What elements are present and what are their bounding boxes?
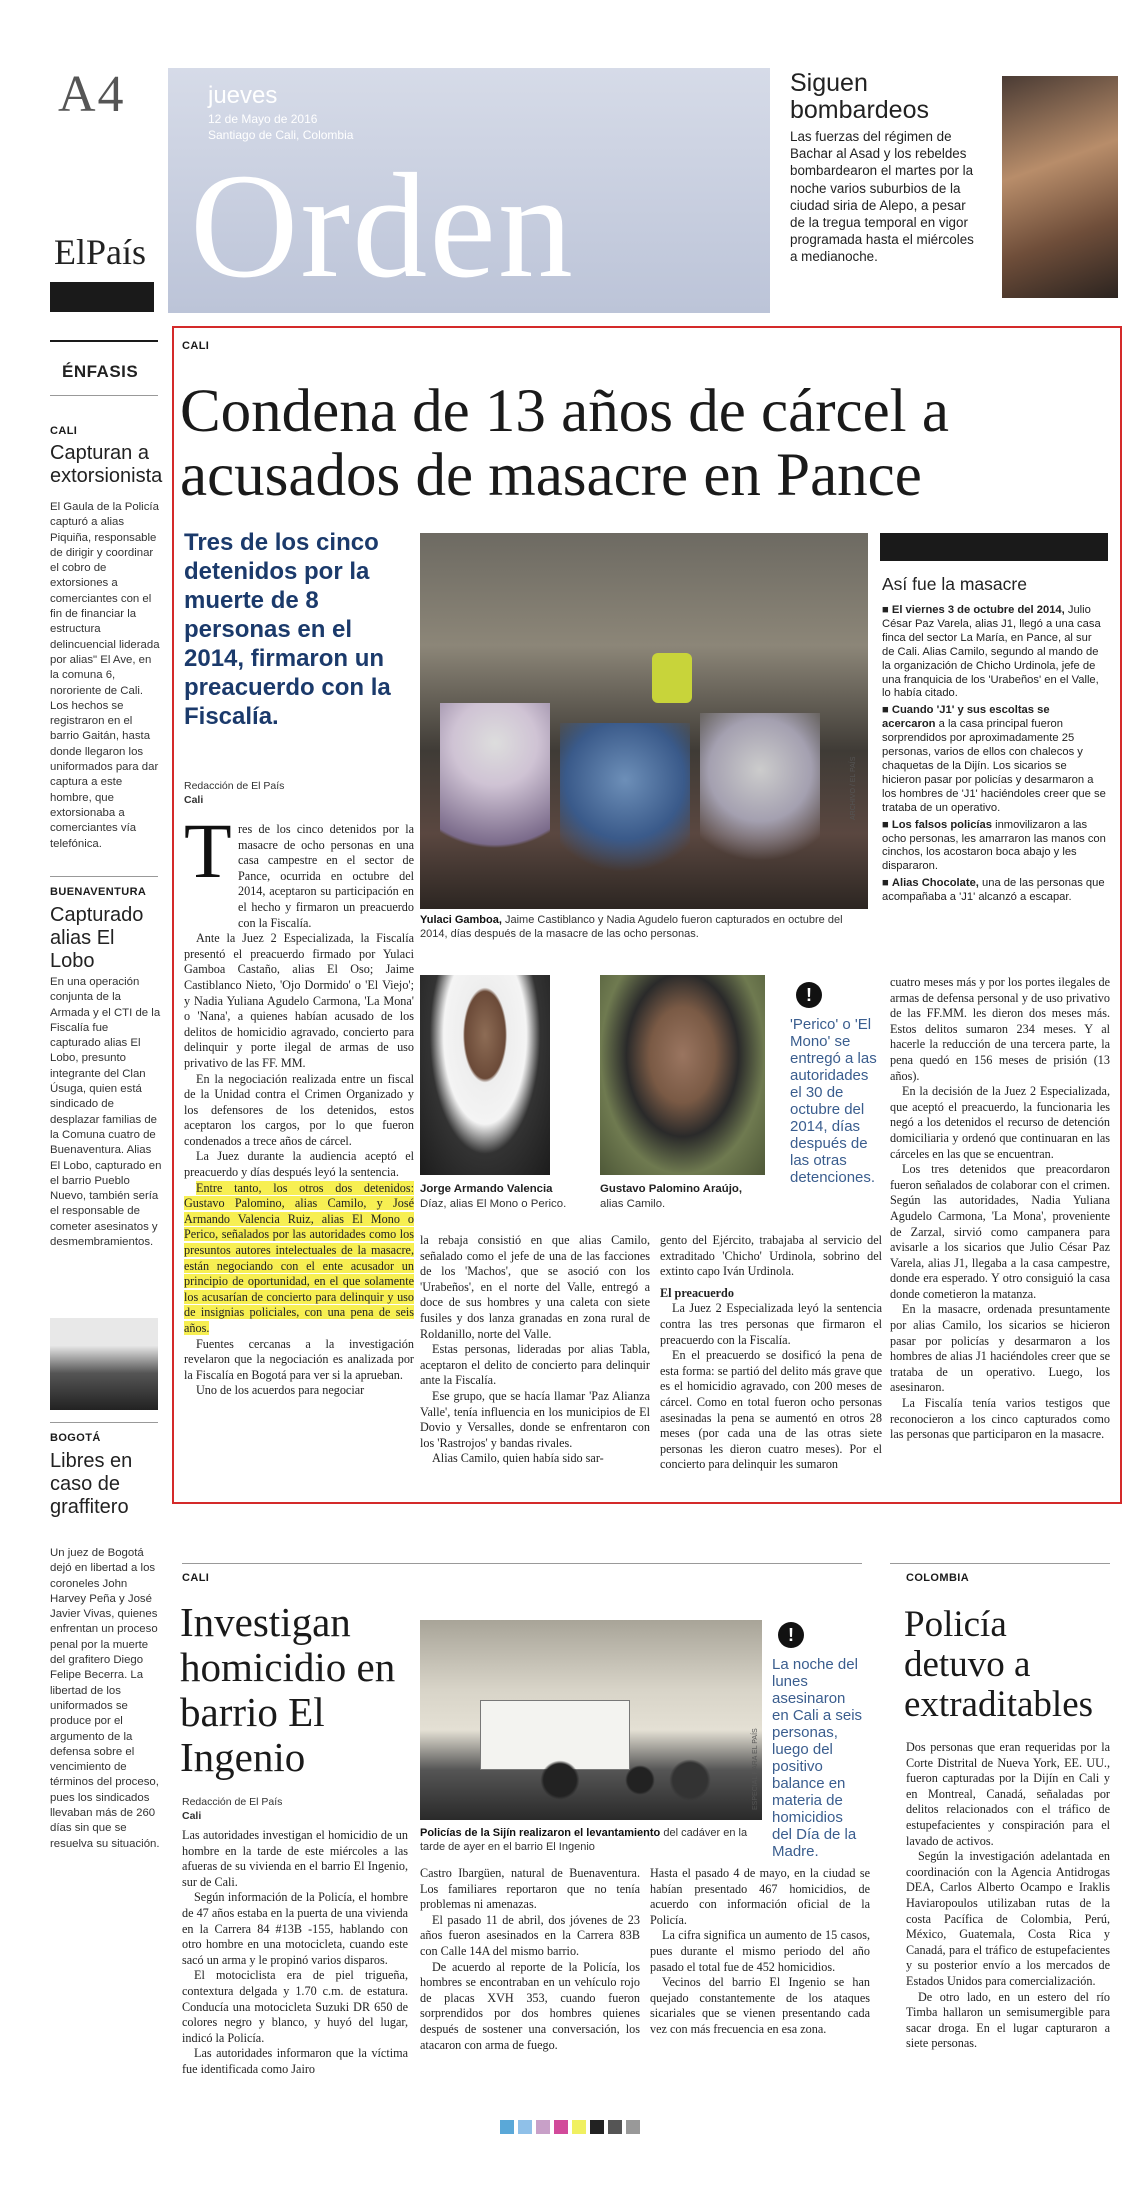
mugshot-name: Gustavo Palomino Araújo, [600, 1183, 742, 1195]
paragraph: En el preacuerdo se dosificó la pena de esta forma: se partió del delito más grave que es el homicidio agravado, con 200 meses de cárcel. Como en total fueron ocho personas asesinadas la pena se aumentó en otros 28 meses (por cada una de las otras siete personas les dieron cuatro meses). Por el concierto para delinquir les sumaron [660, 1348, 882, 1472]
teaser-body: Las fuerzas del régimen de Bachar al Asad y los rebeldes bombardearon el martes por la noche varios suburbios de la ciudad siria de Alepo, a pesar de la tregua temporal en vigor programada hasta el miércoles a medianoche. [790, 129, 974, 265]
ingenio-byline: Redacción de El País [182, 1796, 283, 1808]
main-col-1 [184, 822, 414, 1498]
sidebar-body: El Gaula de la Policía capturó a alias Piquiña, responsable de dirigir y coordinar el cobro de extorsiones a comerciantes con el fin de financiar la estructura delincuencial liderada por alias" El Ave, en la comuna 6, nororiente de Cali. Los hechos se registraron en el barrio Gaitán, hasta donde llegaron los uniformados para dar captura a este hombre, que extorsionaba a comerciantes vía telefónica. [50, 501, 160, 850]
paragraph: De acuerdo al reporte de la Policía, los hombres se encontraban en un vehículo rojo de placas XVH 353, cuando fueron sorprendidos por dos hombres quienes después de sostener una conversación, los atacaron con arma de fuego. [420, 1959, 640, 2052]
ingenio-col-3 [650, 1866, 870, 2093]
color-swatch [500, 2120, 514, 2134]
color-swatches [500, 2120, 640, 2134]
mugshot-palomino [600, 975, 765, 1175]
paragraph: Según la investigación adelantada en coordinación con la Agencia Antidrogas DEA, Carlos Alberto Ocampo e Iraklis Haviaropoulos utilizaban rutas de la costa Pacífica de Colombia, Perú, México, Guatemala, Costa Rica y Canadá, para el tráfico de estupefacientes y su posterior envío a los mercados de Estados Unidos para comercialización. [906, 1849, 1110, 1988]
paragraph: En la masacre, ordenada presuntamente por alias Camilo, los sicarios se hicieron pasar por policías y desarmaron a los hombres de alias J1 haciéndoles creer que se trataba de un operativo. Luego, los asesinaron. [890, 1302, 1110, 1395]
photo-figure [520, 1750, 720, 1810]
policia-top-rule [890, 1563, 1110, 1564]
ingenio-col-1 [182, 1828, 408, 2093]
sidebar-tag: BOGOTÁ [50, 1432, 101, 1444]
drop-cap: T [184, 807, 232, 894]
mugshot-name: Jorge Armando Valencia [420, 1183, 553, 1195]
box-list [882, 604, 1106, 905]
paragraph: La Juez 2 Especializada leyó la sentencia contra las tres personas que firmaron el preacuerdo con la Fiscalía. [660, 1301, 882, 1347]
main-byline-city: Cali [184, 794, 204, 806]
paragraph: Estas personas, lideradas por alias Tabla, aceptaron el delito de concierto para delinquir ante la Fiscalía. [420, 1342, 650, 1388]
teaser-title: Siguen bombardeos [790, 69, 929, 124]
ingenio-tag: CALI [182, 1572, 210, 1584]
caption-text: del cadáver en la tarde de ayer en el barrio El Ingenio [420, 1827, 748, 1853]
brand-bar [50, 282, 154, 312]
ingenio-photo-credit: ESPECIAL PARA EL PAÍS [752, 1728, 759, 1810]
main-col-2 [420, 1233, 650, 1498]
sidebar-title: Capturado alias El Lobo [50, 904, 144, 972]
color-swatch [572, 2120, 586, 2134]
paragraph: En la negociación realizada entre un fiscal de la Unidad contra el Crimen Organizado y los defensores de los detenidos, estos aceptaron los cargos, por lo que fueron condenados a trece años de cárcel. [184, 1071, 414, 1148]
policia-headline: Policía detuvo a extraditables [904, 1604, 1094, 1725]
sidebar-label: ÉNFASIS [62, 362, 139, 381]
color-swatch [608, 2120, 622, 2134]
color-swatch [536, 2120, 550, 2134]
paragraph: Las autoridades investigan el homicidio de un hombre en la tarde de este miércoles a las afueras de su vivienda en el barrio El Ingenio, sur de Cali. [182, 1828, 408, 1889]
box-title: Así fue la masacre [882, 574, 1027, 594]
color-swatch [518, 2120, 532, 2134]
paragraph: gento del Ejército, trabajaba al servicio del extraditado 'Chicho' Urdinola, sobrino del extinto capo Iván Urdinola. [660, 1233, 882, 1279]
brand-logo: ElPaís [54, 232, 147, 272]
caption-bold: Yulaci Gamboa, [420, 914, 502, 926]
main-callout: 'Perico' o 'El Mono' se entregó a las autoridades el 30 de octubre del 2014, días después de las otras detenciones. [790, 1016, 877, 1186]
ingenio-photo-caption [420, 1826, 762, 1854]
main-byline: Redacción de El País [184, 780, 285, 792]
ingenio-photo [420, 1620, 762, 1820]
color-swatch [626, 2120, 640, 2134]
paragraph: Fuentes cercanas a la investigación revelaron que la negociación es analizada por la Fiscalía en Bogotá para ver si la aprueban. [184, 1336, 414, 1382]
sidebar-title: Capturan a extorsionista [50, 442, 163, 487]
section-banner [168, 68, 770, 313]
sidebar-label-rule [50, 395, 158, 396]
sidebar-divider [50, 1422, 158, 1423]
mugshot-desc: alias Camilo. [600, 1198, 666, 1210]
photo-figure [560, 723, 690, 913]
lead-text: res de los cinco detenidos por la masacre de ocho personas en una casa campestre en el sector de Pance, ocurrida en octubre del 2014, aceptaron su participación en el hecho y firmaron un preacuerdo con la Fiscalía. [238, 822, 414, 930]
sidebar-top-rule [50, 340, 158, 342]
page-number: A4 [58, 66, 126, 123]
paragraph: Hasta el pasado 4 de mayo, en la ciudad se habían presentado 467 homicidios, de acuerdo con información oficial de la Policía. [650, 1866, 870, 1927]
sidebar-portrait [50, 1318, 158, 1410]
color-swatch [590, 2120, 604, 2134]
photo-figure [700, 713, 820, 903]
paragraph: Vecinos del barrio El Ingenio se han quejado constantemente de los ataques sicariales que se vienen presentando cada vez con más frecuencia en esa zona. [650, 1975, 870, 2036]
paragraph: la rebaja consistió en que alias Camilo, señalado como el jefe de una de las facciones de los 'Machos', que se asoció con los 'Urabeños', en el norte del Valle, entregó a doce de sus hombres y una caleta con siete fusiles y dos lanza granadas en zona rural de Roldanillo, norte del Valle. [420, 1233, 650, 1341]
alert-icon: ! [778, 1622, 804, 1648]
caption-bold: Policías de la Sijín realizaron el levantamiento [420, 1827, 661, 1839]
ingenio-col-2 [420, 1866, 640, 2093]
box-item: ■ Los falsos policías inmovilizaron a las ocho personas, les amarraron las manos con cinchos, los acostaron boca abajo y les dispararon. [882, 818, 1106, 873]
paragraph: Alias Camilo, quien había sido sar- [432, 1451, 604, 1466]
sidebar-tag: BUENAVENTURA [50, 886, 147, 898]
box-item: ■ Cuando 'J1' y sus escoltas se acercaron a la casa principal fueron sorprendidos por aproximadamente 25 personas, varios de ellos con chalecos y chaquetas de la Dijín. Los sicarios se hicieron pasar por policías y desarmaron a los hombres de 'J1' haciéndoles creer que se trataba de un operativo. [882, 704, 1106, 814]
sidebar-body: Un juez de Bogotá dejó en libertad a los coroneles John Harvey Peña y José Javier Vivas, quienes enfrentan un proceso penal por la muerte del grafitero Diego Felipe Becerra. La libertad de los uniformados se produce por el argumento de la defensa sobre el vencimiento de términos del proceso, pues los sindicados llevaban más de 260 días sin que se resuelva su situación. [50, 1547, 160, 1850]
box-item: ■ El viernes 3 de octubre del 2014, Julio César Paz Varela, alias J1, llegó a una casa finca del sector La María, en Pance, al sur de Cali. Alias Camilo, segundo al mando de la organización de Chicho Urdinola, jefe de una franquicia de los 'Urabeños' en el Valle, lo había citado. [882, 604, 1101, 700]
banner-place: Santiago de Cali, Colombia [208, 128, 354, 142]
sidebar-divider [50, 876, 158, 877]
ingenio-top-rule [182, 1563, 862, 1564]
section-title: Orden [190, 143, 575, 309]
photo-vest [652, 653, 692, 703]
paragraph: cuatro meses más y por los portes ilegales de armas de defensa personal y de uso privativo de las FF.MM. les dieron dos meses más. Estos delitos sumaron 234 meses. Y al hacerle la reducción de una tercera parte, la pena quedó en 156 meses de prisión (13 años). [890, 975, 1110, 1083]
main-col-3 [660, 1233, 882, 1498]
subhead: El preacuerdo [660, 1285, 734, 1300]
highlighted-paragraph: Entre tanto, los otros dos detenidos: Gustavo Palomino, alias Camilo, y José Armando Valencia Ruiz, alias El Mono o Perico, señalados por las autoridades como los presuntos autores intelectuales de la masacre, están negociando con el ente acusador un principio de oportunidad, en el que solamente los acusarían de concierto para delinquir y uso de insignias policiales, con una pena de seis años. [184, 1180, 414, 1335]
paragraph: Ese grupo, que se hacía llamar 'Paz Alianza Valle', tenía influencia en los municipios de El Dovio y Versalles, donde se enfrentaron con los 'Rastrojos' y bandas rivales. [420, 1388, 650, 1450]
paragraph: La cifra significa un aumento de 15 casos, pues durante el mismo periodo del año pasado el total fue de 452 homicidios. [650, 1928, 870, 1974]
main-photo-credit: ARCHIVO / EL PAÍS [850, 756, 857, 820]
mugshot-desc: Díaz, alias El Mono o Perico. [420, 1198, 567, 1210]
color-swatch [554, 2120, 568, 2134]
paragraph: Las autoridades informaron que la víctima fue identificada como Jairo [182, 2046, 408, 2076]
policia-tag: COLOMBIA [906, 1572, 970, 1584]
photo-figure [440, 703, 550, 903]
ingenio-headline: Investigan homicidio en barrio El Ingenio [180, 1599, 396, 1780]
main-deck: Tres de los cinco detenidos por la muerte de 8 personas en el 2014, firmaron un preacuerdo con la Fiscalía. [184, 529, 391, 730]
main-headline: Condena de 13 años de cárcel a acusados de masacre en Pance [180, 378, 949, 509]
box-item: ■ Alias Chocolate, una de las personas que acompañaba a 'J1' alcanzó a escapar. [882, 877, 1105, 904]
sidebar-body: En una operación conjunta de la Armada y el CTI de la Fiscalía fue capturado alias El Lobo, presunto integrante del Clan Úsuga, quien está sindicado de desplazar familias de la Comuna cuatro de Buenaventura. Alias El Lobo, capturado en el barrio Pueblo Nuevo, también sería el responsable de cometer asesinatos y desmembramientos. [50, 976, 162, 1249]
paragraph: De otro lado, en un estero del río Timba hallaron un semisumergible para sacar droga. En el lugar capturaron a siete personas. [906, 1989, 1110, 2051]
paragraph: La Juez durante la audiencia aceptó el preacuerdo y días después leyó la sentencia. [184, 1149, 414, 1180]
main-photo [420, 533, 868, 909]
ingenio-callout: La noche del lunes asesinaron en Cali a seis personas, luego del positivo balance en materia de homicidios del Día de la Madre. [772, 1656, 863, 1860]
policia-body [906, 1740, 1110, 2092]
banner-day: jueves [208, 82, 278, 109]
paragraph: La Fiscalía tenía varios testigos que reconocieron a los cinco capturados como las personas que participaron en la masacre. [890, 1396, 1110, 1442]
teaser-photo [1002, 76, 1118, 298]
paragraph: Uno de los acuerdos para negociar [196, 1383, 365, 1398]
sidebar-tag: CALI [50, 425, 78, 437]
main-col-4 [890, 975, 1110, 1498]
ingenio-byline-city: Cali [182, 1810, 202, 1822]
paragraph: Castro Ibargüen, natural de Buenaventura. Los familiares reportaron que no tenía problemas ni amenazas. [420, 1866, 640, 1912]
paragraph: En la decisión de la Juez 2 Especializada, que aceptó el preacuerdo, la funcionaria les negó a los detenidos el recurso de detención domiciliaria y ordenó que continuaran en las cárceles en las que se encuentran. [890, 1084, 1110, 1161]
mugshot-valencia [420, 975, 550, 1175]
paragraph: El pasado 11 de abril, dos jóvenes de 23 años fueron asesinados en la Carrera 83B con Calle 14A del mismo barrio. [420, 1912, 640, 1958]
main-tag: CALI [182, 340, 210, 352]
caption-text: Jaime Castiblanco y Nadia Agudelo fueron capturados en octubre del 2014, días después de la masacre de las ocho personas. [420, 914, 843, 940]
alert-icon: ! [796, 982, 822, 1008]
paragraph: Según información de la Policía, el hombre de 47 años estaba en la puerta de una vivienda en la Carrera 84 #13B -155, hablando con otro hombre en una motocicleta, cuando este sacó un arma y le propinó varios disparos. [182, 1890, 408, 1967]
paragraph: El motociclista era de piel trigueña, contextura delgada y 1.70 c.m. de estatura. Conducía una motocicleta Suzuki DR 650 de colores negro y blanco, y huyó del lugar, indicó la Policía. [182, 1968, 408, 2045]
paragraph: Ante la Juez 2 Especializada, la Fiscalía presentó el preacuerdo firmado por Yulaci Gamboa Castaño, alias El Oso; Jaime Castiblanco Nieto, 'Ojo Dormido' o 'El Viejo'; y Nadia Yuliana Agudelo Carmona, 'La Mona' o 'Nana', a quienes habían acusado de los delitos de homicidio agravado, concierto para delinquir y porte ilegal de armas de uso privativo de las FF. MM. [184, 931, 414, 1070]
paragraph: Los tres detenidos que preacordaron fueron señalados de colaborar con el crimen. Según las autoridades, Nadia Yuliana Agudelo Carmona, 'La Mona', proveniente de Zarzal, sirvió como campanera para avisarle a los sicarios que Julio César Paz Varela, alias J1, llegaba a la casa campestre, donde era esperado. Y otro consiguió la casa donde cometieron la matanza. [890, 1162, 1110, 1301]
banner-date: 12 de Mayo de 2016 [208, 112, 318, 126]
sidebar-title: Libres en caso de graffitero [50, 1450, 133, 1518]
main-photo-caption [420, 913, 868, 941]
box-top-bar [880, 533, 1108, 561]
paragraph: Dos personas que eran requeridas por la Corte Distrital de Nueva York, EE. UU., fueron capturadas por la Dijín en Cali y en Montreal, Canadá, señaladas por delitos relacionados con el tráfico de estupefacientes y conspiración para el lavado de activos. [906, 1740, 1110, 1848]
